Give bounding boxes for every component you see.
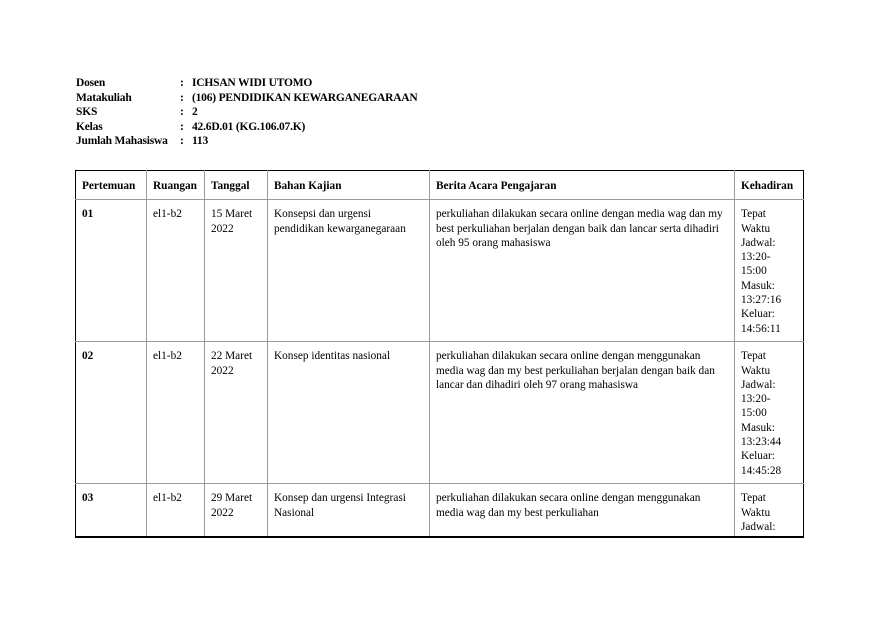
kehadiran-line: 13:20- — [741, 251, 771, 264]
tanggal-year: 2022 — [211, 222, 234, 235]
kehadiran-line: Waktu — [741, 222, 771, 235]
tanggal-day: 15 Maret — [211, 208, 253, 221]
cell-kehadiran — [735, 484, 804, 538]
kehadiran-line: 13:27:16 — [741, 294, 782, 307]
info-row-dosen — [76, 76, 418, 91]
dosen-label: Dosen — [76, 77, 106, 89]
cell-bahan-kajian: Konsep identitas nasional — [268, 342, 430, 484]
header-berita-acara: Berita Acara Pengajaran — [430, 171, 735, 200]
tanggal-year: 2022 — [211, 364, 234, 377]
tanggal-day: 29 Maret — [211, 492, 253, 505]
kehadiran-line: 14:45:28 — [741, 464, 782, 477]
kehadiran-line: Tepat — [741, 492, 766, 505]
tanggal-year: 2022 — [211, 506, 234, 519]
course-info — [76, 76, 418, 149]
cell-pertemuan: 03 — [76, 484, 147, 538]
kehadiran-line: 15:00 — [741, 265, 767, 278]
cell-berita-acara: perkuliahan dilakukan secara online dengan menggunakan media wag dan my best perkuliahan berjalan dengan baik dan lancar dan dihadiri oleh 97 orang mahasiswa — [430, 342, 735, 484]
cell-kehadiran — [735, 342, 804, 484]
matakuliah-label: Matakuliah — [76, 91, 132, 104]
jumlah-mahasiswa-value: 113 — [192, 135, 209, 147]
cell-berita-acara: perkuliahan dilakukan secara online dengan media wag dan my best perkuliahan berjalan dengan baik dan lancar serta dihadiri oleh 95 orang mahasiswa — [430, 200, 735, 342]
header-ruangan: Ruangan — [147, 171, 205, 200]
kehadiran-line: 15:00 — [741, 407, 767, 420]
dosen-value: ICHSAN WIDI UTOMO — [192, 77, 313, 89]
sks-value: 2 — [192, 106, 198, 118]
kehadiran-line: Masuk: — [741, 279, 775, 292]
info-row-matakuliah — [76, 91, 418, 106]
tanggal-day: 22 Maret — [211, 350, 253, 363]
separator: : — [180, 120, 184, 133]
cell-ruangan: el1-b2 — [147, 200, 205, 342]
kehadiran-line: 13:20- — [741, 393, 771, 406]
jumlah-mahasiswa-label: Jumlah Mahasiswa — [76, 135, 168, 147]
kehadiran-line: 14:56:11 — [741, 322, 781, 335]
header-tanggal: Tanggal — [205, 171, 268, 200]
info-row-kelas — [76, 120, 418, 135]
header-pertemuan: Pertemuan — [76, 171, 147, 200]
separator: : — [180, 135, 184, 147]
table-row — [76, 342, 804, 484]
kehadiran-line: Masuk: — [741, 421, 775, 434]
separator: : — [180, 106, 184, 118]
separator: : — [180, 77, 184, 89]
cell-kehadiran — [735, 200, 804, 342]
info-row-jumlah — [76, 134, 418, 149]
kehadiran-line: Jadwal: — [741, 236, 776, 249]
kelas-label: Kelas — [76, 120, 103, 133]
cell-berita-acara: perkuliahan dilakukan secara online dengan menggunakan media wag dan my best perkuliahan — [430, 484, 735, 538]
cell-tanggal — [205, 484, 268, 538]
header-kehadiran: Kehadiran — [735, 171, 804, 200]
attendance-table — [75, 170, 804, 538]
kehadiran-line: 13:23:44 — [741, 436, 782, 449]
kehadiran-line: Waktu — [741, 364, 771, 377]
matakuliah-value: (106) PENDIDIKAN KEWARGANEGARAAN — [192, 91, 418, 104]
cell-bahan-kajian: Konsep dan urgensi Integrasi Nasional — [268, 484, 430, 538]
separator: : — [180, 91, 184, 104]
cell-ruangan: el1-b2 — [147, 342, 205, 484]
kehadiran-line: Tepat — [741, 208, 766, 221]
table-row — [76, 484, 804, 538]
sks-label: SKS — [76, 106, 98, 118]
kehadiran-line: Jadwal: — [741, 378, 776, 391]
kelas-value: 42.6D.01 (KG.106.07.K) — [192, 120, 306, 133]
kehadiran-line: Jadwal: — [741, 520, 776, 533]
header-bahan-kajian: Bahan Kajian — [268, 171, 430, 200]
kehadiran-line: Tepat — [741, 350, 766, 363]
table-row — [76, 200, 804, 342]
cell-pertemuan: 01 — [76, 200, 147, 342]
cell-bahan-kajian: Konsepsi dan urgensi pendidikan kewarganegaraan — [268, 200, 430, 342]
cell-tanggal — [205, 342, 268, 484]
kehadiran-line: Keluar: — [741, 450, 775, 463]
info-row-sks — [76, 105, 418, 120]
cell-pertemuan: 02 — [76, 342, 147, 484]
kehadiran-line: Waktu — [741, 506, 771, 519]
table-header-row — [76, 171, 804, 200]
kehadiran-line: Keluar: — [741, 308, 775, 321]
cell-ruangan: el1-b2 — [147, 484, 205, 538]
cell-tanggal — [205, 200, 268, 342]
